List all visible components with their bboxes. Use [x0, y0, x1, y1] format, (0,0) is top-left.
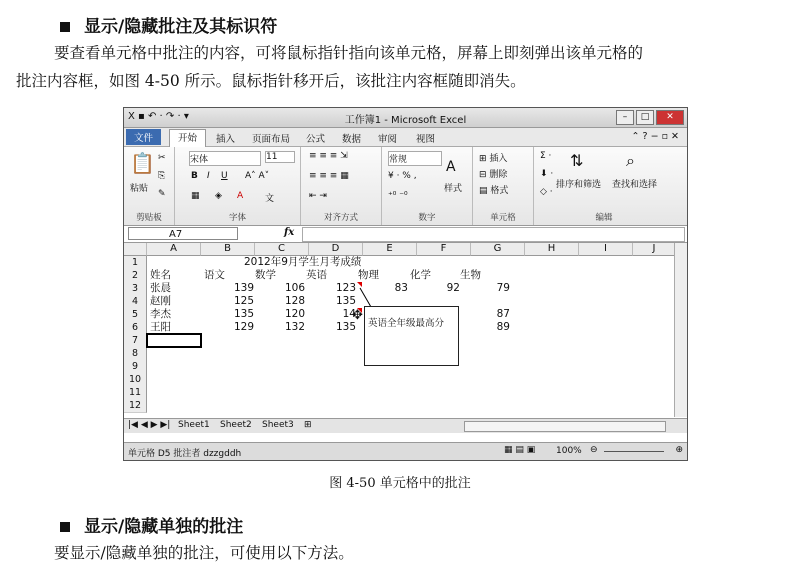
align-left-icons[interactable]: ≡ ≡ ≡ ▦ [309, 171, 349, 181]
column-header[interactable]: I [579, 243, 633, 256]
paragraph-line: 要显示/隐藏单独的批注，可使用以下方法。 [54, 544, 354, 562]
row-header[interactable]: 4 [124, 295, 147, 309]
zoom-level: 100% [556, 446, 582, 456]
table-cell[interactable]: 89 [496, 321, 510, 333]
font-size-select[interactable]: 11 [265, 151, 295, 163]
zoom-in-icon[interactable]: ⊕ [675, 445, 683, 455]
mouse-pointer-icon: ✥ [352, 308, 363, 323]
sheet-tab-2[interactable]: Sheet2 [220, 420, 252, 430]
section-heading-2 [60, 512, 243, 537]
maximize-icon[interactable]: □ [636, 110, 654, 125]
format-painter-icon[interactable]: ✎ [158, 189, 166, 199]
zoom-slider[interactable] [604, 451, 664, 452]
style-button[interactable]: 样式 [444, 184, 463, 194]
title-bar [124, 108, 687, 128]
table-cell[interactable]: 87 [496, 308, 510, 320]
table-cell[interactable]: 129 [233, 321, 254, 333]
table-cell[interactable]: 139 [233, 282, 254, 294]
font-grow-button[interactable]: A˄ A˅ [245, 171, 270, 181]
row-header[interactable]: 9 [124, 360, 147, 374]
status-text: 单元格 D5 批注者 dzzgddh [128, 449, 242, 459]
bullet-square-icon [60, 522, 70, 532]
header-cell[interactable]: 姓名 [150, 269, 171, 281]
clear-icon[interactable]: ◇ · [540, 187, 553, 197]
tab-data[interactable]: 数据 [342, 134, 362, 145]
row-header[interactable]: 8 [124, 347, 147, 361]
sheet-title-cell[interactable]: 2012年9月学生月考成绩 [244, 256, 362, 268]
table-cell[interactable]: 135 [335, 321, 356, 333]
vertical-scrollbar[interactable] [674, 243, 687, 417]
row-header[interactable]: 1 [124, 256, 147, 270]
paragraph-line: 批注内容框，如图 4-50 所示。鼠标指针移开后，该批注内容框随即消失。 [16, 72, 526, 90]
tab-review[interactable]: 审阅 [378, 134, 398, 145]
sheet-tab-1[interactable]: Sheet1 [178, 420, 210, 430]
cut-icon[interactable]: ✂ [158, 153, 166, 163]
delete-button[interactable]: ⊟ 删除 [479, 170, 508, 180]
underline-button[interactable]: U [221, 171, 228, 181]
group-cells [473, 147, 534, 225]
column-header[interactable]: J [633, 243, 676, 256]
find-icon[interactable]: ⌕ [626, 151, 635, 170]
row-header[interactable]: 12 [124, 399, 147, 413]
paragraph-line: 要查看单元格中批注的内容，可将鼠标指针指向该单元格，屏幕上即刻弹出该单元格的 [54, 44, 644, 62]
table-cell[interactable]: 128 [284, 295, 305, 307]
delete-label: 删除 [489, 170, 508, 180]
column-header[interactable]: D [309, 243, 363, 256]
tab-formulas[interactable]: 公式 [306, 134, 326, 145]
row-header[interactable]: 3 [124, 282, 147, 296]
align-top-icons[interactable]: ≡ ≡ ≡ ⇲ [309, 151, 348, 161]
table-cell[interactable]: 张晨 [150, 282, 171, 294]
tab-home[interactable]: 开始 [169, 129, 206, 147]
name-box[interactable]: A7 [128, 227, 238, 240]
heading-text: 显示/隐藏批注及其标识符 [84, 17, 278, 37]
header-cell[interactable]: 生物 [460, 269, 481, 281]
currency-icon[interactable]: ¥ · % , [388, 171, 417, 181]
help-icons[interactable]: ⌃ ? − ▫ ✕ [631, 131, 679, 142]
column-header[interactable]: E [363, 243, 417, 256]
group-label: 单元格 [490, 213, 516, 223]
insert-label: 插入 [489, 154, 508, 164]
group-label: 数字 [418, 213, 436, 223]
header-cell[interactable]: 数学 [255, 269, 276, 281]
header-cell[interactable]: 物理 [358, 269, 379, 281]
row-header[interactable]: 6 [124, 321, 147, 335]
column-header[interactable]: F [417, 243, 471, 256]
sum-icon[interactable]: Σ · [540, 151, 552, 161]
table-cell[interactable]: 125 [233, 295, 254, 307]
tab-view[interactable]: 视图 [416, 134, 436, 145]
style-icon[interactable]: A [446, 159, 456, 175]
close-icon[interactable]: ✕ [656, 110, 684, 125]
tab-insert[interactable]: 插入 [216, 134, 236, 145]
tab-file[interactable]: 文件 [126, 129, 161, 145]
table-cell[interactable]: 79 [496, 282, 510, 294]
table-cell[interactable]: 132 [284, 321, 305, 333]
ribbon [124, 147, 687, 226]
fill-color-icon[interactable]: ◈ [215, 191, 222, 201]
font-name-select[interactable]: 宋体 [189, 151, 261, 166]
group-label: 编辑 [595, 213, 613, 223]
decimal-icons[interactable]: ⁺⁰ ⁻⁰ [388, 191, 408, 201]
sort-filter-icon[interactable]: ⇅ [570, 151, 584, 170]
ribbon-tabs [124, 128, 687, 147]
tab-page-layout[interactable]: 页面布局 [252, 134, 291, 145]
font-color-icon[interactable]: A [237, 191, 244, 201]
group-label: 对齐方式 [323, 213, 358, 223]
table-cell[interactable]: 120 [284, 308, 305, 320]
heading-text: 显示/隐藏单独的批注 [84, 517, 244, 537]
table-cell[interactable]: 赵刚 [150, 295, 171, 307]
table-cell[interactable]: 123 [335, 282, 356, 294]
number-format-select[interactable]: 常规 [388, 151, 442, 166]
phonetic-icon[interactable]: 文 [265, 194, 275, 204]
new-sheet-icon[interactable]: ⊞ [304, 420, 312, 430]
table-cell[interactable]: 李杰 [150, 308, 171, 320]
column-header[interactable]: G [471, 243, 525, 256]
excel-screenshot [123, 107, 688, 461]
paste-icon[interactable]: 📋 [130, 151, 155, 175]
border-icon[interactable]: ▦ [191, 191, 200, 201]
horizontal-scrollbar[interactable] [464, 421, 666, 432]
status-bar [124, 442, 687, 460]
column-header[interactable]: B [201, 243, 255, 256]
quick-access-toolbar[interactable]: X ▪ ↶ · ↷ · ▾ [128, 111, 189, 122]
table-cell[interactable]: 王阳 [150, 321, 171, 333]
bullet-square-icon [60, 22, 70, 32]
group-label: 字体 [228, 213, 246, 223]
column-header[interactable]: C [255, 243, 309, 256]
row-header[interactable]: 2 [124, 269, 147, 283]
comment-text: 英语全年级最高分 [368, 318, 445, 329]
header-cell[interactable]: 语文 [204, 269, 225, 281]
formula-bar [124, 226, 687, 243]
row-header[interactable]: 5 [124, 308, 147, 322]
group-label: 剪贴板 [136, 213, 162, 223]
indent-icons[interactable]: ⇤ ⇥ [309, 191, 327, 201]
format-label: 格式 [490, 186, 509, 196]
table-cell[interactable]: 92 [446, 282, 460, 294]
section-heading-1 [60, 12, 277, 37]
table-cell[interactable]: 14 [342, 308, 356, 320]
window-title: 工作簿1 - Microsoft Excel [344, 115, 467, 126]
italic-button[interactable]: I [207, 171, 210, 181]
minimize-icon[interactable]: – [616, 110, 634, 125]
fx-icon[interactable]: fx [284, 227, 295, 238]
column-header[interactable]: A [147, 243, 201, 256]
insert-button[interactable]: ⊞ 插入 [479, 154, 508, 164]
column-header[interactable]: H [525, 243, 579, 256]
table-cell[interactable]: 83 [394, 282, 408, 294]
find-select-button[interactable]: 查找和选择 [612, 180, 658, 190]
row-header[interactable]: 11 [124, 386, 147, 400]
zoom-out-icon[interactable]: ⊖ [590, 445, 598, 455]
group-font [175, 147, 301, 225]
sheet-nav-icons[interactable]: |◀ ◀ ▶ ▶| [128, 420, 171, 430]
table-cell[interactable]: 106 [284, 282, 305, 294]
group-alignment [301, 147, 382, 225]
table-cell[interactable]: 135 [335, 295, 356, 307]
copy-icon[interactable]: ⎘ [158, 171, 166, 181]
header-cell[interactable]: 英语 [306, 269, 327, 281]
table-cell[interactable]: 135 [233, 308, 254, 320]
format-button[interactable]: ▤ 格式 [479, 186, 509, 196]
paste-button[interactable]: 粘贴 [130, 184, 149, 194]
header-cell[interactable]: 化学 [410, 269, 431, 281]
fill-icon[interactable]: ⬇ · [540, 169, 554, 179]
sort-filter-button[interactable]: 排序和筛选 [556, 180, 602, 190]
sheet-tab-3[interactable]: Sheet3 [262, 420, 294, 430]
bold-button[interactable]: B [191, 171, 198, 181]
view-buttons[interactable]: ▦ ▤ ▣ [504, 445, 536, 455]
group-editing [534, 147, 674, 225]
group-clipboard [124, 147, 175, 225]
comment-box [364, 306, 459, 366]
formula-input[interactable] [302, 227, 685, 242]
row-header[interactable]: 7 [124, 334, 147, 348]
row-header[interactable]: 10 [124, 373, 147, 387]
group-number [382, 147, 473, 225]
figure-caption: 图 4-50 单元格中的批注 [329, 476, 471, 491]
sheet-tab-bar [124, 418, 687, 433]
